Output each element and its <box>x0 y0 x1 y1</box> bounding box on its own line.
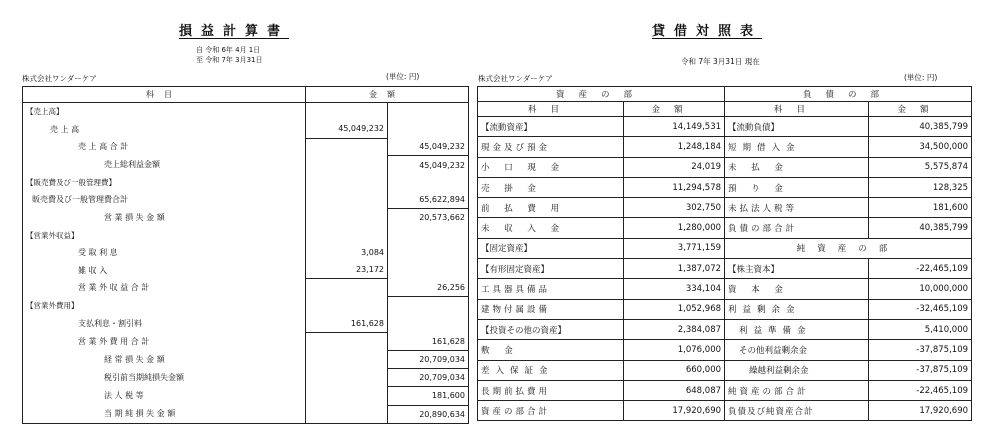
liabilities-col-amount: 金額 <box>869 102 972 117</box>
grand-total-label: 負債及び純資産合計 <box>725 401 869 421</box>
asset-value: 648,087 <box>624 380 725 400</box>
net-asset-label: 資 本 金 <box>725 279 869 299</box>
income-row-label: 経 常 損 失 金 額 <box>23 350 306 368</box>
liability-label: 預 り 金 <box>725 177 869 197</box>
assets-header: 資産の部 <box>478 87 725 102</box>
income-row-subtotal <box>306 103 388 121</box>
income-company-name: 株式会社ワンダーケア <box>22 74 97 83</box>
net-asset-value: 10,000,000 <box>869 279 972 299</box>
asset-value: 334,104 <box>624 279 725 299</box>
asset-label: 差入保証金 <box>478 360 624 380</box>
income-header-row <box>23 87 469 103</box>
asset-label: 建物付属設備 <box>478 299 624 319</box>
liability-label: 【流動負債】 <box>725 117 869 137</box>
period-from: 自 令和 6年 4月 1日 <box>196 46 261 54</box>
net-asset-label: 繰越利益剰余金 <box>725 360 869 380</box>
assets-total-value: 17,920,690 <box>624 401 725 421</box>
balance-section-header-row <box>478 87 972 102</box>
assets-total-label: 資産の部合計 <box>478 401 624 421</box>
income-row <box>23 174 469 191</box>
income-row-total <box>388 297 469 315</box>
asset-value: 2,384,087 <box>624 319 725 339</box>
income-row-total: 161,628 <box>388 332 469 350</box>
liability-label: 未払法人税等 <box>725 198 869 218</box>
liability-value: 128,325 <box>869 177 972 197</box>
income-row-total <box>388 227 469 244</box>
income-row <box>23 120 469 138</box>
asset-value: 14,149,531 <box>624 117 725 137</box>
income-row-total: 181,600 <box>388 387 469 405</box>
net-assets-total-value: -22,465,109 <box>869 380 972 400</box>
asset-value: 1,387,072 <box>624 259 725 279</box>
income-row <box>23 138 469 156</box>
income-row-total <box>388 120 469 138</box>
asset-value: 1,248,184 <box>624 137 725 157</box>
income-row-total: 20,709,034 <box>388 368 469 386</box>
income-row <box>23 209 469 227</box>
income-row <box>23 405 469 423</box>
assets-col-item: 科目 <box>478 102 624 117</box>
income-row-subtotal <box>306 405 388 423</box>
income-row <box>23 332 469 350</box>
asset-value: 11,294,578 <box>624 177 725 197</box>
net-assets-total-label: 純資産の部合計 <box>725 380 869 400</box>
income-row-subtotal: 3,084 <box>306 244 388 261</box>
income-row-subtotal <box>306 332 388 350</box>
income-row-total: 65,622,894 <box>388 191 469 209</box>
income-row-subtotal: 23,172 <box>306 261 388 279</box>
net-asset-value: -37,875,109 <box>869 340 972 360</box>
asset-value: 660,000 <box>624 360 725 380</box>
income-row-label: 販売費及び一般管理費合計 <box>23 191 306 209</box>
income-statement-table <box>22 86 469 424</box>
balance-column-header-row <box>478 102 972 117</box>
asset-value: 1,076,000 <box>624 340 725 360</box>
net-asset-label: 【株主資本】 <box>725 259 869 279</box>
income-row-subtotal: 45,049,232 <box>306 120 388 138</box>
liabilities-col-item: 科目 <box>725 102 869 117</box>
asset-label: 工具器具備品 <box>478 279 624 299</box>
liabilities-header: 負債の部 <box>725 87 972 102</box>
balance-row <box>478 137 972 157</box>
asset-value: 302,750 <box>624 198 725 218</box>
income-unit: (単位: 円) <box>386 72 420 81</box>
income-row-label: 売上総利益金額 <box>23 156 306 174</box>
asset-label: 【投資その他の資産】 <box>478 319 624 339</box>
income-row-label: 税引前当期純損失金額 <box>23 368 306 386</box>
liability-value: 181,600 <box>869 198 972 218</box>
income-row-subtotal <box>306 297 388 315</box>
income-row-total: 20,573,662 <box>419 213 465 223</box>
asset-label: 【固定資産】 <box>478 238 624 258</box>
income-row-total <box>388 103 469 121</box>
asset-value: 1,280,000 <box>624 218 725 238</box>
asset-value: 3,771,159 <box>624 238 725 258</box>
asset-label: 売 掛 金 <box>478 177 624 197</box>
balance-row <box>478 157 972 177</box>
income-row <box>23 244 469 261</box>
income-row-total <box>388 261 469 279</box>
grand-total-value: 17,920,690 <box>869 401 972 421</box>
income-col-amount: 金額 <box>306 87 469 103</box>
income-row-total <box>388 174 469 191</box>
income-row-subtotal <box>306 350 388 368</box>
net-asset-value: -22,465,109 <box>869 259 972 279</box>
income-row-subtotal <box>306 191 388 209</box>
income-row-total <box>388 315 469 333</box>
income-row-subtotal <box>306 368 388 386</box>
income-row-subtotal <box>306 279 388 297</box>
asset-label: 現金及び預金 <box>478 137 624 157</box>
net-asset-label: 利益剰余金 <box>725 299 869 319</box>
income-row <box>23 227 469 244</box>
liabilities-total-value: 40,385,799 <box>869 218 972 238</box>
asset-label: 小 口 現 金 <box>478 157 624 177</box>
net-asset-label: その他利益剰余金 <box>725 340 869 360</box>
income-row <box>23 297 469 315</box>
income-row <box>23 191 469 209</box>
liabilities-total-label: 負債の部合計 <box>725 218 869 238</box>
assets-col-amount: 金額 <box>624 102 725 117</box>
income-row-label: 営 業 損 失 金 額 <box>23 209 306 227</box>
income-row-label: 【販売費及び一般管理費】 <box>23 174 306 191</box>
asset-label: 未 収 入 金 <box>478 218 624 238</box>
balance-total-row <box>478 401 972 421</box>
net-asset-value: -32,465,109 <box>869 299 972 319</box>
asset-label: 【流動資産】 <box>478 117 624 137</box>
income-row-subtotal <box>306 156 388 174</box>
income-col-item: 科目 <box>23 87 306 103</box>
income-row-total <box>388 244 469 261</box>
income-row-total: 20,709,034 <box>388 350 469 368</box>
balance-sheet-table <box>477 86 972 421</box>
income-row-label: 【営業外収益】 <box>23 227 306 244</box>
balance-row <box>478 299 972 319</box>
income-row-total: 26,256 <box>388 279 469 297</box>
income-row-total: 20,890,634 <box>419 409 465 419</box>
income-row-label: 営 業 外 収 益 合 計 <box>23 279 306 297</box>
income-row-subtotal <box>306 138 388 156</box>
balance-row <box>478 177 972 197</box>
balance-row <box>478 360 972 380</box>
liability-label: 短期借入金 <box>725 137 869 157</box>
income-row-subtotal <box>306 387 388 405</box>
income-row-label: 雑 収 入 <box>23 261 306 279</box>
income-row-label: 支払利息・割引料 <box>23 315 306 333</box>
income-row <box>23 103 469 121</box>
balance-unit: (単位: 円) <box>904 73 938 82</box>
income-row <box>23 350 469 368</box>
balance-sheet-title: 貸借対照表 <box>652 24 763 39</box>
income-row-label: 当 期 純 損 失 金 額 <box>23 405 306 423</box>
income-row-total: 45,049,232 <box>388 138 469 156</box>
income-row-subtotal <box>306 209 388 227</box>
net-assets-header: 純資産の部 <box>725 238 972 258</box>
period-to: 至 令和 7年 3月31日 <box>196 56 263 64</box>
income-row-total: 45,049,232 <box>419 160 465 170</box>
income-row-subtotal <box>306 227 388 244</box>
income-row-label: 受 取 利 息 <box>23 244 306 261</box>
balance-row <box>478 198 972 218</box>
income-row-label: 売 上 高 <box>23 120 306 138</box>
asset-label: 敷 金 <box>478 340 624 360</box>
asset-label: 長期前払費用 <box>478 380 624 400</box>
balance-row <box>478 117 972 137</box>
balance-row <box>478 380 972 400</box>
liability-value: 34,500,000 <box>869 137 972 157</box>
asset-label: 前 払 費 用 <box>478 198 624 218</box>
asset-value: 24,019 <box>624 157 725 177</box>
liability-label: 未 払 金 <box>725 157 869 177</box>
liability-value: 40,385,799 <box>869 117 972 137</box>
balance-sheet-date: 令和 7年 3月31日 現在 <box>681 57 760 66</box>
income-row <box>23 315 469 333</box>
income-row-subtotal: 161,628 <box>306 315 388 333</box>
income-row-subtotal <box>306 174 388 191</box>
income-row-label: 【営業外費用】 <box>23 297 306 315</box>
balance-row <box>478 279 972 299</box>
income-row <box>23 387 469 405</box>
balance-row <box>478 319 972 339</box>
income-row <box>23 279 469 297</box>
balance-company-name: 株式会社ワンダーケア <box>478 74 553 83</box>
net-asset-label: 利益準備金 <box>725 319 869 339</box>
balance-row <box>478 340 972 360</box>
income-row-label: 営 業 外 費 用 合 計 <box>23 332 306 350</box>
liability-value: 5,575,874 <box>869 157 972 177</box>
asset-label: 【有形固定資産】 <box>478 259 624 279</box>
income-row <box>23 156 469 174</box>
balance-row <box>478 259 972 279</box>
income-row-label: 【売上高】 <box>23 103 306 121</box>
income-row <box>23 261 469 279</box>
income-statement-title: 損益計算書 <box>179 24 290 39</box>
balance-row <box>478 218 972 238</box>
income-row-label: 売 上 高 合 計 <box>23 138 306 156</box>
income-row <box>23 368 469 386</box>
net-asset-value: -37,875,109 <box>869 360 972 380</box>
net-asset-value: 5,410,000 <box>869 319 972 339</box>
asset-value: 1,052,968 <box>624 299 725 319</box>
income-row-label: 法 人 税 等 <box>23 387 306 405</box>
balance-row <box>478 238 972 258</box>
